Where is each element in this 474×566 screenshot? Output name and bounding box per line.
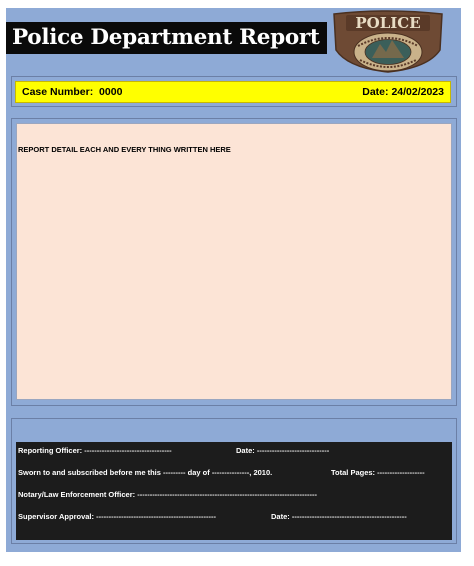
supervisor-row	[18, 512, 216, 521]
case-date	[362, 86, 444, 98]
notary-line[interactable]: ------------------------------------------------------------------------	[137, 490, 318, 499]
total-pages-line[interactable]: -------------------	[377, 468, 425, 477]
report-detail-text: REPORT DETAIL EACH AND EVERY THING WRITTEN HERE	[18, 145, 231, 154]
case-info-bar	[16, 82, 450, 102]
sworn-month-line[interactable]: ---------------,	[211, 468, 252, 477]
date-label-1: Date:	[236, 446, 255, 455]
case-date-label: Date:	[362, 86, 389, 98]
date-line-1[interactable]: -----------------------------	[256, 446, 330, 455]
report-detail-box[interactable]	[16, 123, 452, 400]
reporting-officer-line[interactable]: -----------------------------------	[84, 446, 172, 455]
total-pages-label: Total Pages:	[331, 468, 376, 477]
date-line-2[interactable]: ----------------------------------------------	[291, 512, 407, 521]
supervisor-line[interactable]: ------------------------------------------------	[96, 512, 216, 521]
notary-row	[18, 490, 317, 499]
date-row-1	[236, 446, 329, 455]
date-row-2	[271, 512, 407, 521]
reporting-officer-label: Reporting Officer:	[18, 446, 83, 455]
badge-label: POLICE	[355, 14, 421, 32]
sworn-text-2: day of	[187, 468, 210, 477]
sworn-row	[18, 468, 272, 477]
case-number-value: 0000	[99, 86, 123, 98]
case-date-value: 24/02/2023	[391, 86, 444, 98]
total-pages-row	[331, 468, 425, 477]
sworn-year: 2010.	[253, 468, 273, 477]
sworn-text-1: Sworn to and subscribed before me this	[18, 468, 161, 477]
notary-label: Notary/Law Enforcement Officer:	[18, 490, 136, 499]
date-label-2: Date:	[271, 512, 290, 521]
case-number	[22, 86, 122, 98]
police-badge-logo	[328, 10, 448, 74]
reporting-officer-row	[18, 446, 172, 455]
supervisor-label: Supervisor Approval:	[18, 512, 94, 521]
sworn-day-line[interactable]: ---------	[163, 468, 186, 477]
report-title: Police Department Report	[6, 22, 327, 54]
case-number-label: Case Number:	[22, 86, 94, 98]
